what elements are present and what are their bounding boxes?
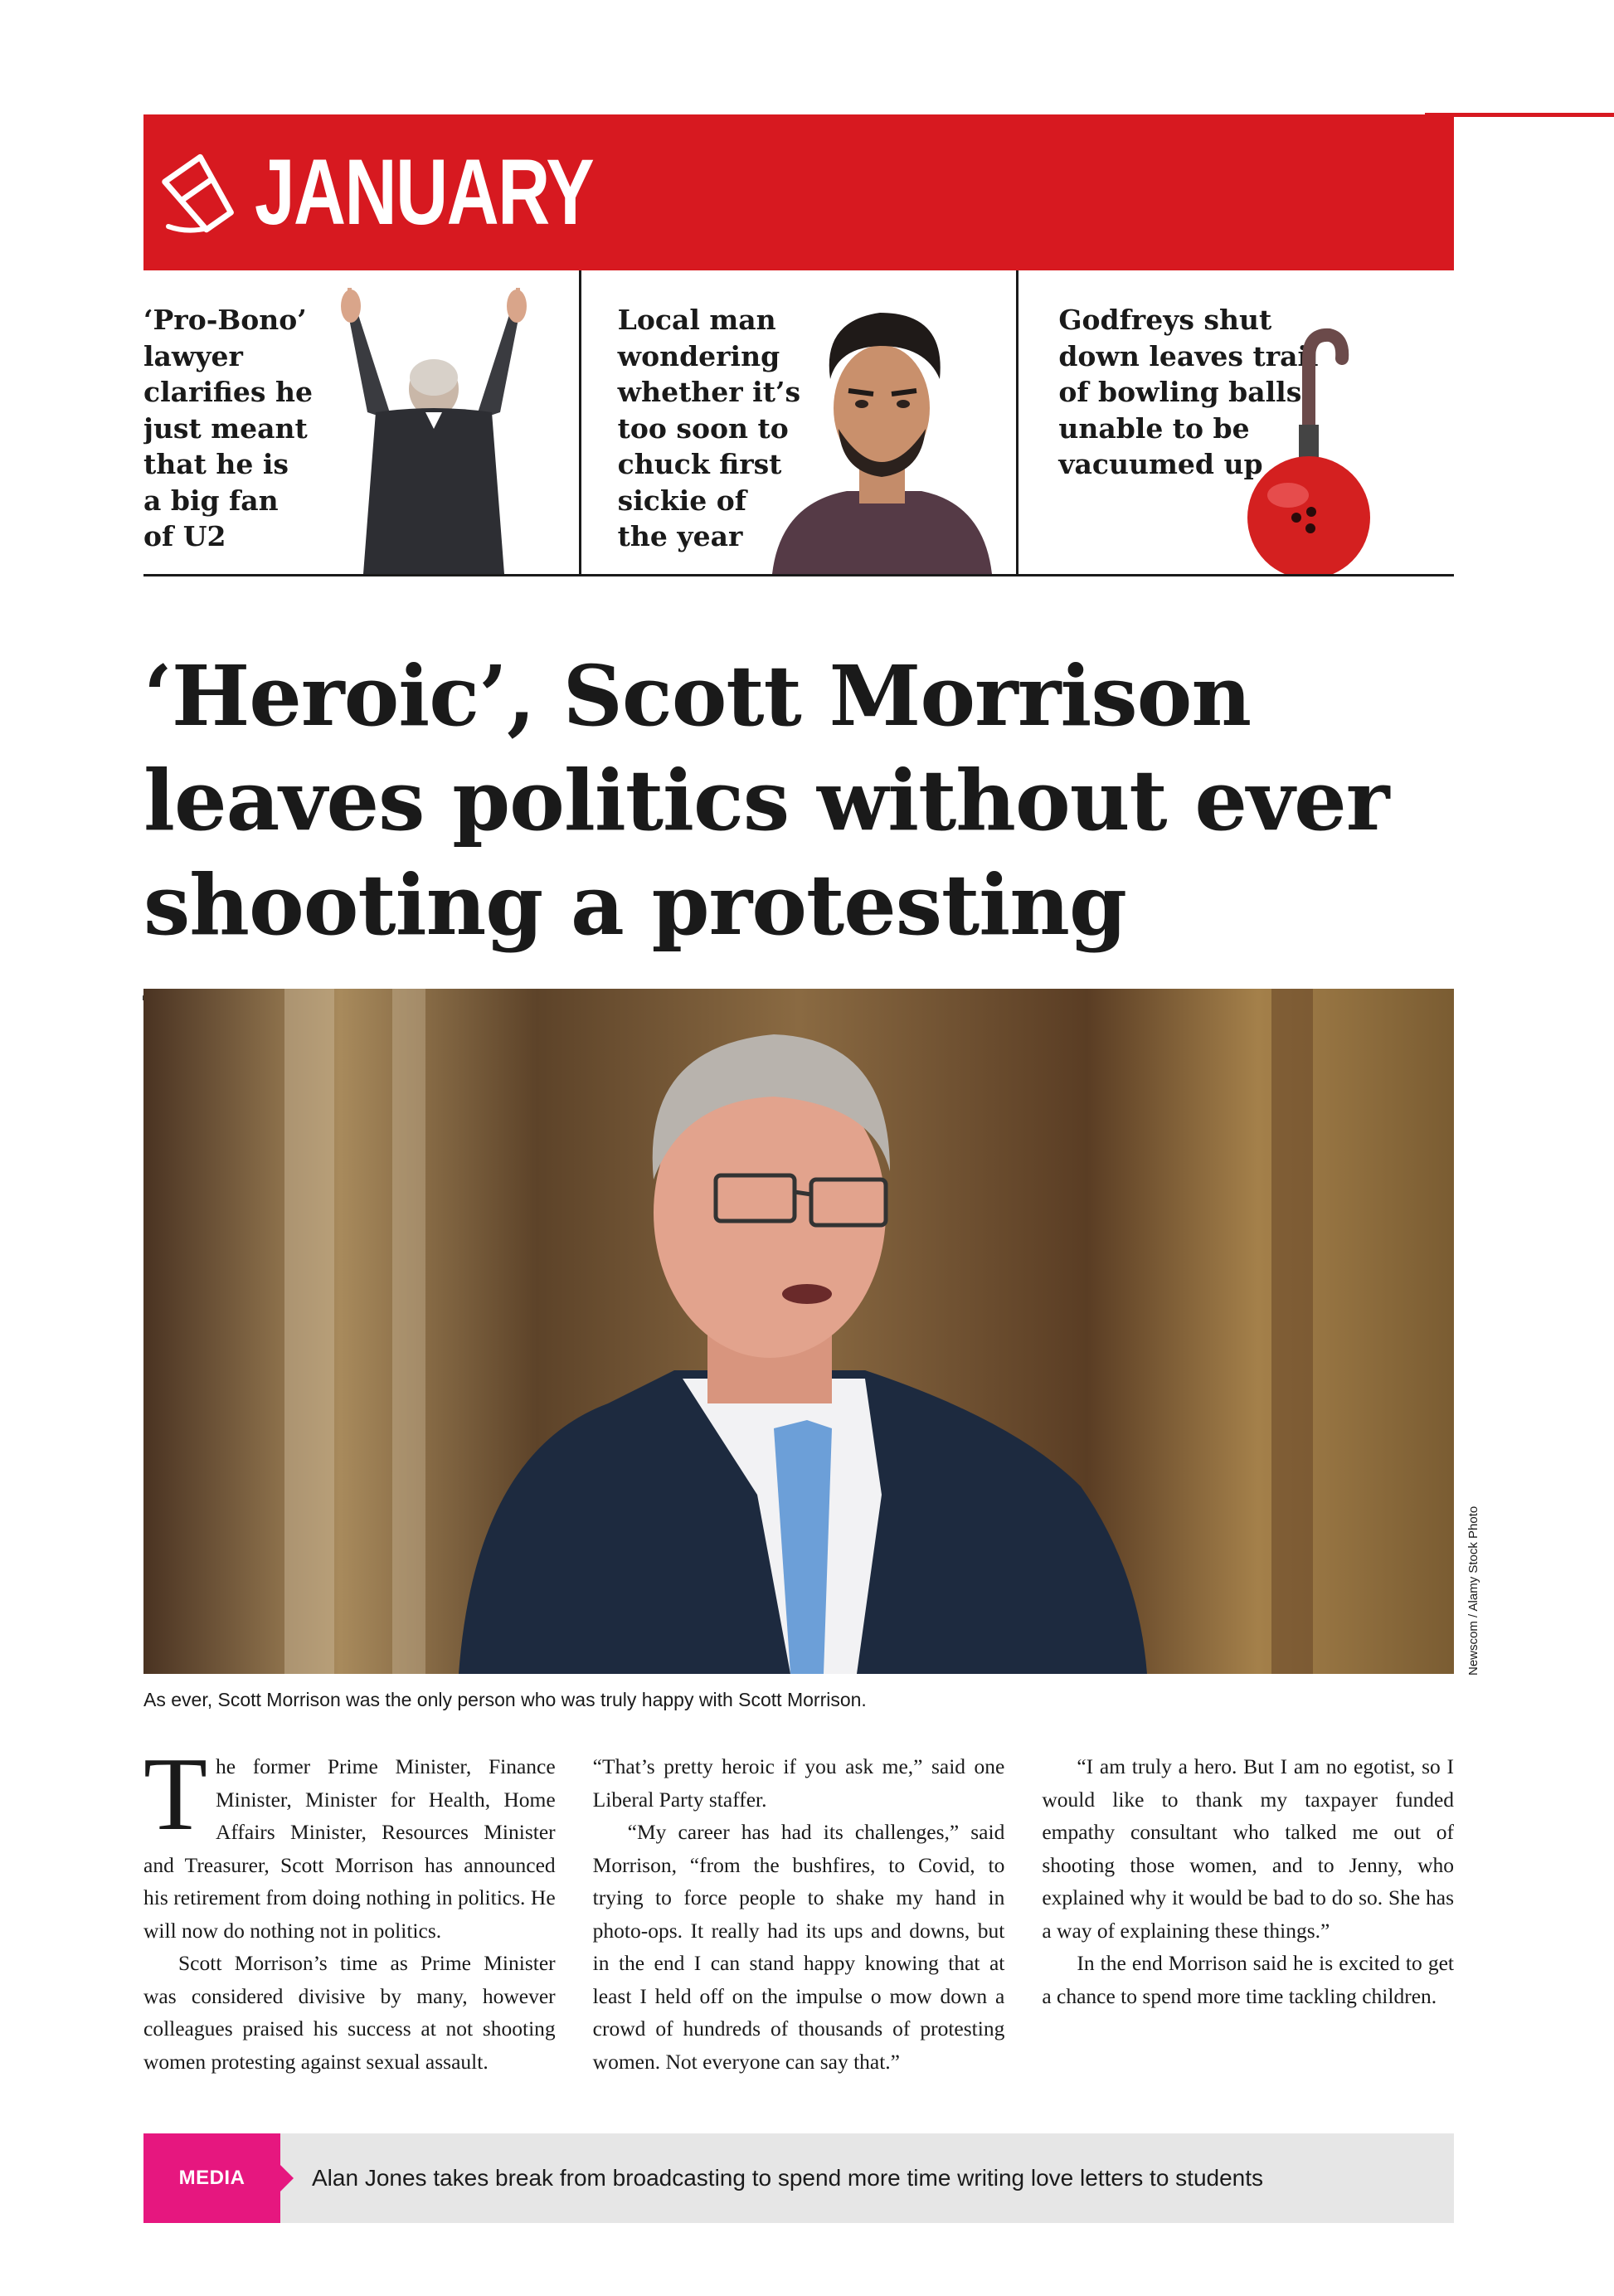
paragraph: Scott Morrison’s time as Prime Minister was considered divisive by many, however colleagues praised his success at not shooting women protesting against sexual assault.	[143, 1951, 556, 2074]
teaser-godfreys[interactable]	[1016, 270, 1454, 574]
photo-caption: As ever, Scott Morrison was the only person who was truly happy with Scott Morrison.	[143, 1689, 867, 1710]
frowning-man-image	[756, 288, 1004, 574]
article-column-2	[593, 1750, 1005, 2078]
paragraph: he former Prime Minister, Finance Minister, Minister for Health, Home Affairs Minister, Resources Minister and Treasurer, Scott Morrison has announced his retirement from doing nothing in politics. He will now do nothing not in politics.	[143, 1754, 556, 1943]
article-column-1	[143, 1737, 556, 2078]
bowling-ball-vacuum-image	[1226, 325, 1392, 574]
paragraph: In the end Morrison said he is excited to get a chance to spend more time tackling children.	[1042, 1951, 1455, 2008]
article-column-3	[1042, 1750, 1454, 2078]
teaser-row	[143, 270, 1454, 576]
hero-photo	[143, 989, 1454, 1674]
teaser-headline: Godfreys shut down leaves trail of bowling balls unable to be vacuumed up	[1058, 304, 1319, 480]
paragraph: “My career has had its challenges,” said Morrison, “from the bushfires, to Covid, to trying to force people to shake my hand in photo-ops. It really had its ups and downs, but in the end I can stand happy knowing that at least I held off on the impulse o mow down a crowd of hundreds of thousands of protesting women. Not everyone can say that.”	[592, 1820, 1005, 2074]
teaser-sickie[interactable]	[579, 270, 1017, 574]
teaser-headline: ‘Pro-Bono’ lawyer clarifies he just meant that he is a big fan of U2	[143, 304, 313, 552]
article-body	[143, 1737, 1455, 2078]
man-arms-raised-image	[309, 288, 558, 574]
teaser-headline: Local man wondering whether it’s too soon to chuck first sickie of the year	[617, 304, 801, 552]
main-headline: ‘Heroic’, Scott Morrison leaves politics without ever shooting a protesting	[143, 647, 1389, 954]
media-tag: MEDIA	[143, 2133, 280, 2223]
month-banner	[143, 114, 1454, 270]
photo-credit: Newscom / Alamy Stock Photo	[1466, 1506, 1480, 1676]
teaser-lawyer[interactable]	[143, 270, 579, 574]
paragraph: “I am truly a hero. But I am no egotist, so I would like to thank my taxpayer funded empathy consultant who talked me out of shooting those women, and to Jenny, who explained why it would be bad to do so. She has a way of explaining these things.”	[1042, 1754, 1455, 1943]
paragraph: “That’s pretty heroic if you ask me,” said one Liberal Party staffer.	[592, 1754, 1005, 1812]
spilled-glass-icon	[162, 147, 241, 238]
month-title: JANUARY	[255, 140, 594, 244]
media-ticker[interactable]	[143, 2133, 1454, 2223]
drop-cap: T	[143, 1737, 207, 1852]
media-headline[interactable]: Alan Jones takes break from broadcasting to spend more time writing love letters to students	[312, 2165, 1264, 2191]
morrison-photo	[143, 989, 1454, 1674]
